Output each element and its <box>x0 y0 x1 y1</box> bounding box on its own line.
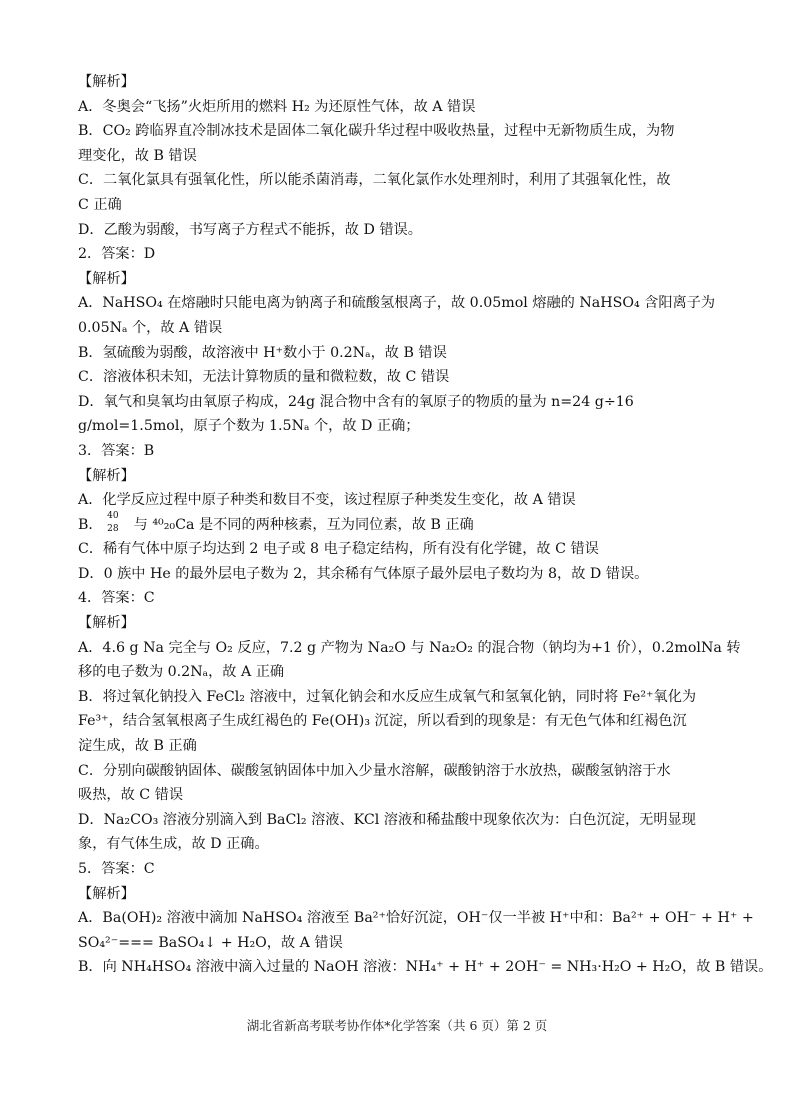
option-prefix: B． <box>78 516 103 533</box>
answer-heading: 4．答案：C <box>78 590 155 607</box>
text-line: C．稀有气体中原子均达到 2 电子或 8 电子稳定结构，所有没有化学键，故 C 错误 <box>78 541 599 558</box>
text-line: B．氢硫酸为弱酸，故溶液中 H⁺数小于 0.2Nₐ，故 B 错误 <box>78 344 447 361</box>
text-line: B．CO₂ 跨临界直冷制冰技术是固体二氧化碳升华过程中吸收热量，过程中无新物质生成，为物 <box>78 123 675 140</box>
text-line: B．向 NH₄HSO₄ 溶液中滴入过量的 NaOH 溶液：NH₄⁺ + H⁺ + 2OH⁻ = NH₃·H₂O + H₂O，故 B 错误。 <box>78 959 773 976</box>
text-line: A．4.6 g Na 完全与 O₂ 反应，7.2 g 产物为 Na₂O 与 Na₂O₂ 的混合物（钠均为+1 价），0.2molNa 转 <box>78 639 741 656</box>
text-line: 0.05Nₐ 个，故 A 错误 <box>78 319 223 336</box>
text-line: 吸热，故 C 错误 <box>78 787 184 804</box>
text-line: Fe³⁺，结合氢氧根离子生成红褐色的 Fe(OH)₃ 沉淀，所以看到的现象是：有无色气体和红褐色沉 <box>78 713 687 730</box>
text-line: 【解析】 <box>78 615 135 632</box>
text-line: D．氧气和臭氧均由氧原子构成，24g 混合物中含有的氧原子的物质的量为 n=24 g÷16 <box>78 393 634 410</box>
text-line: D．0 族中 He 的最外层电子数为 2，其余稀有气体原子最外层电子数均为 8，故 D 错误。 <box>78 565 649 582</box>
text-line: A．冬奥会“飞扬”火炬所用的燃料 H₂ 为还原性气体，故 A 错误 <box>78 98 476 115</box>
text-line-nuclide <box>78 510 728 538</box>
text-line: SO₄²⁻=== BaSO₄↓ + H₂O，故 A 错误 <box>78 934 343 951</box>
text-line: C．溶液体积未知，无法计算物质的量和微粒数，故 C 错误 <box>78 369 450 386</box>
text-line: 移的电子数为 0.2Nₐ，故 A 正确 <box>78 664 285 681</box>
text-line: A．NaHSO₄ 在熔融时只能电离为钠离子和硫酸氢根离子，故 0.05mol 熔融的 NaHSO₄ 含阳离子为 <box>78 295 716 312</box>
text-line: D．乙酸为弱酸，书写离子方程式不能拆，故 D 错误。 <box>78 221 422 238</box>
text-line: 象，有气体生成，故 D 正确。 <box>78 836 269 853</box>
text-line: 淀生成，故 B 正确 <box>78 738 197 755</box>
answer-heading: 3．答案：B <box>78 442 155 459</box>
text-line: C．二氧化氯具有强氧化性，所以能杀菌消毒，二氧化氯作水处理剂时，利用了其强氧化性，故 <box>78 172 671 189</box>
text-line: 【解析】 <box>78 270 135 287</box>
mass-number: 40 <box>107 510 119 521</box>
answer-content <box>78 70 773 980</box>
text-line: g/mol=1.5mol，原子个数为 1.5Nₐ 个，故 D 正确； <box>78 418 420 435</box>
text-line: 理变化，故 B 错误 <box>78 147 197 164</box>
text-line: B．将过氧化钠投入 FeCl₂ 溶液中，过氧化钠会和水反应生成氧气和氢氧化钠，同时将 Fe²⁺氧化为 <box>78 688 697 705</box>
atomic-number: 28 <box>107 523 119 534</box>
text-line: C 正确 <box>78 196 122 213</box>
text-line: 【解析】 <box>78 885 135 902</box>
answer-heading: 5．答案：C <box>78 861 155 877</box>
nuclide-text: 与 ⁴⁰₂₀Ca 是不同的两种核素，互为同位素，故 B 正确 <box>133 516 474 533</box>
answer-heading: 2．答案：D <box>78 246 156 263</box>
nuclide-notation <box>107 510 129 534</box>
page-footer: 湖北省新高考联考协作体*化学答案（共 6 页）第 2 页 <box>246 1018 548 1033</box>
text-line: 【解析】 <box>78 467 135 484</box>
text-line: A．Ba(OH)₂ 溶液中滴加 NaHSO₄ 溶液至 Ba²⁺恰好沉淀，OH⁻仅一半被 H⁺中和：Ba²⁺ + OH⁻ + H⁺ + <box>78 910 754 927</box>
text-line: C．分别向碳酸钠固体、碳酸氢钠固体中加入少量水溶解，碳酸钠溶于水放热，碳酸氢钠溶于水 <box>78 762 671 779</box>
text-line: 【解析】 <box>78 74 135 90</box>
text-line: D．Na₂CO₃ 溶液分别滴入到 BaCl₂ 溶液、KCl 溶液和稀盐酸中现象依次为：白色沉淀，无明显现 <box>78 811 696 828</box>
text-line: A．化学反应过程中原子种类和数目不变，该过程原子种类发生变化，故 A 错误 <box>78 492 576 509</box>
